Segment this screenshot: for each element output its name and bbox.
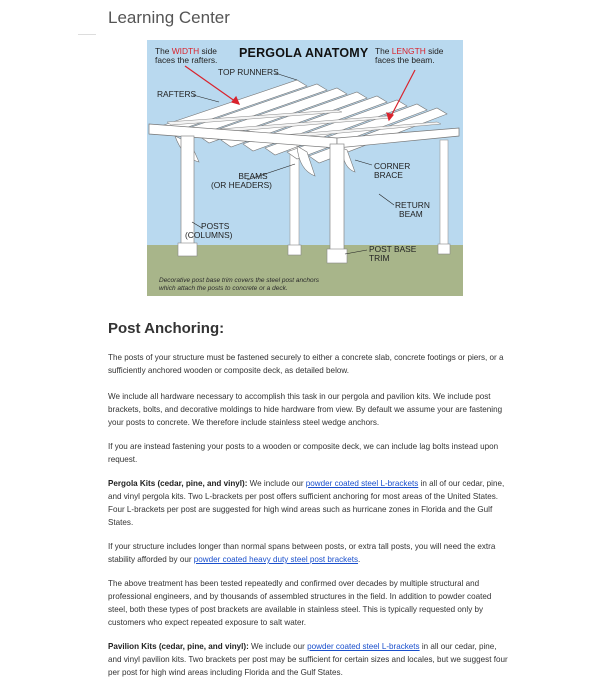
paragraph-pavilion-kits: Pavilion Kits (cedar, pine, and vinyl): We include our powder coated steel L-brackets in all our cedar, pine, and vinyl pavilion kits. Two brackets per post may be sufficient for certain sizes and locales, but we suggest four per post for high wind areas including Florida and the Gulf States.: [108, 642, 508, 677]
paragraph-long-spans: If your structure includes longer than normal spans between posts, or extra tall posts, you will need the extra stability afforded by our powder coated heavy duty steel post brackets.: [108, 542, 496, 564]
pavilion-kits-lead: Pavilion Kits (cedar, pine, and vinyl):: [108, 642, 249, 651]
paragraph-pergola-kits: Pergola Kits (cedar, pine, and vinyl): We include our powder coated steel L-brackets in all of our cedar, pine, and vinyl pergola kits. Two L-brackets per post offers sufficient anchoring for most areas of the United States. Four L-brackets per post are suggested for high wind areas such as hurricane zones in Florida and the Gulf States.: [108, 479, 505, 527]
paragraph-testing: The above treatment has been tested repeatedly and confirmed over decades by multiple structural and professional engineers, and by thousands of assembled structures in the field. In addition to powder coated steel, both these types of post brackets are available in stainless steel. This is typically requested only by customers who expect repeated exposure to salt water.: [108, 579, 492, 627]
diagram-title: PERGOLA ANATOMY: [239, 46, 369, 60]
paragraph-requirements: The posts of your structure must be fastened securely to either a concrete slab, concrete footings or piers, or a sufficiently anchored wooden or composite deck, as detailed below.: [108, 353, 504, 375]
width-note: The WIDTH side faces the rafters.: [155, 46, 218, 65]
length-note: The LENGTH side faces the beam.: [375, 46, 444, 65]
l-brackets-link[interactable]: powder coated steel L-brackets: [305, 479, 419, 488]
label-post-base-trim: POST BASE TRIM: [369, 244, 417, 263]
pavilion-l-brackets-link[interactable]: powder coated steel L-brackets: [307, 642, 420, 651]
paragraph-hardware: We include all hardware necessary to accomplish this task in our pergola and pavilion kits. We include post brackets, bolts, and decorative moldings to hide hardware from view. By default we assume your are fastening your posts to concrete. We therefore include stainless steel wedge anchors.: [108, 392, 503, 427]
diagram-caption: Decorative post base trim covers the steel post anchors which attach the posts to concrete or a deck.: [147, 274, 463, 296]
label-return-beam: RETURN BEAM: [395, 200, 430, 219]
page-title: Learning Center: [108, 8, 230, 27]
label-posts: POSTS (COLUMNS): [185, 221, 233, 240]
pergola-kits-lead: Pergola Kits (cedar, pine, and vinyl):: [108, 479, 248, 488]
section-title: Post Anchoring:: [108, 320, 225, 337]
label-corner-brace: CORNER BRACE: [374, 161, 411, 180]
header-divider: [78, 34, 96, 35]
heavy-duty-brackets-link[interactable]: powder coated heavy duty steel post brackets: [193, 555, 359, 564]
label-beams: BEAMS (OR HEADERS): [211, 171, 272, 190]
paragraph-deck: If you are instead fastening your posts to a wooden or composite deck, we can include lag bolts instead upon request.: [108, 442, 499, 464]
pergola-anatomy-diagram: [147, 40, 463, 296]
label-rafters: RAFTERS: [157, 89, 197, 99]
label-top-runners: TOP RUNNERS: [218, 67, 279, 77]
